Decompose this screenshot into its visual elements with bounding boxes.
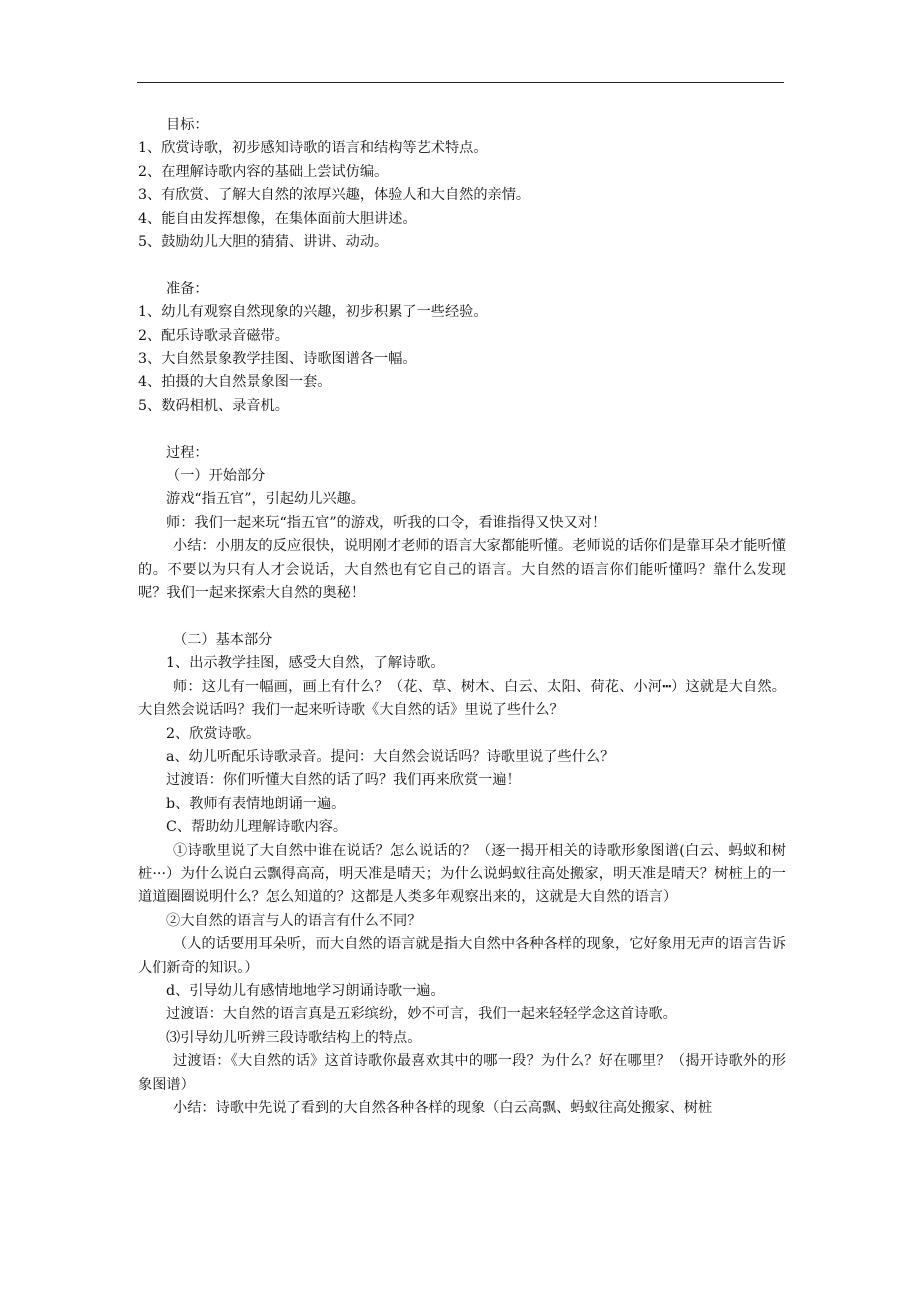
lesson-plan-body <box>138 114 786 1120</box>
goal-item: 4、能自由发挥想像，在集体面前大胆讲述。 <box>138 210 417 227</box>
goals-heading: 目标： <box>166 117 209 133</box>
spacer <box>138 254 786 277</box>
part2-a2: （人的话要用耳朵听，而大自然的语言就是指大自然中各种各样的现象，它好象用无声的语言告诉人们新奇的知识。） <box>138 936 786 976</box>
goal-item: 3、有欣赏、了解大自然的浓厚兴趣，体验人和大自然的亲情。 <box>138 187 531 204</box>
spacer <box>138 606 786 629</box>
part2-d: d、引导幼儿有感情地地学习朗诵诗歌一遍。 <box>166 982 445 999</box>
part2-b: b、教师有表情地朗诵一遍。 <box>166 795 346 812</box>
part1-teacher: 师：我们一起来玩“指五官”的游戏，听我的口令，看谁指得又快又对！ <box>166 514 607 531</box>
goals-section <box>138 114 786 254</box>
part2-q1: ①诗歌里说了大自然中谁在说话？怎么说话的？（逐一揭开相关的诗歌形象图谱(白云、蚂蚁和树桩···）为什么说白云飘得高高，明天准是晴天；为什么说蚂蚁往高处搬家，明天准是晴天？树桩上的一道道圈圈说明什么？怎么知道的？这都是人类多年观察出来的，这就是大自然的语言） <box>138 842 786 906</box>
goal-item: 5、鼓励幼儿大胆的猜猜、讲讲、动动。 <box>138 234 389 251</box>
goal-item: 2、在理解诗歌内容的基础上尝试仿编。 <box>138 163 389 180</box>
part2-transition2: 过渡语：大自然的语言真是五彩缤纷，妙不可言，我们一起来轻轻学念这首诗歌。 <box>166 1006 677 1023</box>
part2-a: a、幼儿听配乐诗歌录音。提问：大自然会说话吗？诗歌里说了些什么？ <box>166 748 615 765</box>
process-heading: 过程： <box>166 444 209 461</box>
preparation-heading: 准备： <box>166 280 209 297</box>
part1-summary: 小结：小朋友的反应很快，说明刚才老师的语言大家都能听懂。老师说的话你们是靠耳朵才能听懂的。不要以为只有人才会说话，大自然也有它自己的语言。大自然的语言你们能听懂吗？靠什么发现呢？我们一起来探索大自然的奥秘！ <box>138 538 786 602</box>
part2-c: C、帮助幼儿理解诗歌内容。 <box>166 819 348 836</box>
preparation-item: 5、数码相机、录音机。 <box>138 397 289 414</box>
part2-transition1: 过渡语：你们听懂大自然的话了吗？我们再来欣赏一遍！ <box>166 772 521 789</box>
part2-step1: 1、出示教学挂图，感受大自然，了解诗歌。 <box>166 655 445 672</box>
part2-teacher1: 师：这儿有一幅画，画上有什么？（花、草、树木、白云、太阳、荷花、小河┅）这就是大自然。大自然会说话吗？我们一起来听诗歌《大自然的话》里说了些什么？ <box>138 678 786 719</box>
preparation-item: 4、拍摄的大自然景象图一套。 <box>138 374 332 391</box>
preparation-item: 3、大自然景象教学挂图、诗歌图谱各一幅。 <box>138 351 417 368</box>
part1-title: （一）开始部分 <box>166 468 266 485</box>
part2-summary: 小结：诗歌中先说了看到的大自然各种各样的现象（白云高飘、蚂蚁往高处搬家、树桩 <box>173 1100 713 1117</box>
spacer <box>138 418 786 441</box>
preparation-item: 1、幼儿有观察自然现象的兴趣，初步积累了一些经验。 <box>138 304 488 321</box>
part2-transition3: 过渡语：《大自然的话》这首诗歌你最喜欢其中的哪一段？为什么？好在哪里？（揭开诗歌外的形象图谱） <box>138 1053 786 1093</box>
goal-item: 1、欣赏诗歌，初步感知诗歌的语言和结构等艺术特点。 <box>138 140 488 157</box>
part2-title: （二）基本部分 <box>173 631 273 648</box>
preparation-section <box>138 278 786 418</box>
preparation-item: 2、配乐诗歌录音磁带。 <box>138 327 289 344</box>
part1-game: 游戏“指五官”，引起幼儿兴趣。 <box>166 491 365 508</box>
part2-q2: ②大自然的语言与人的语言有什么不同？ <box>166 912 422 929</box>
header-rule <box>137 82 784 83</box>
part2-q3: ⑶引导幼儿听辨三段诗歌结构上的特点。 <box>166 1029 422 1046</box>
process-section <box>138 442 786 1121</box>
part2-step2: 2、欣赏诗歌。 <box>166 725 261 742</box>
